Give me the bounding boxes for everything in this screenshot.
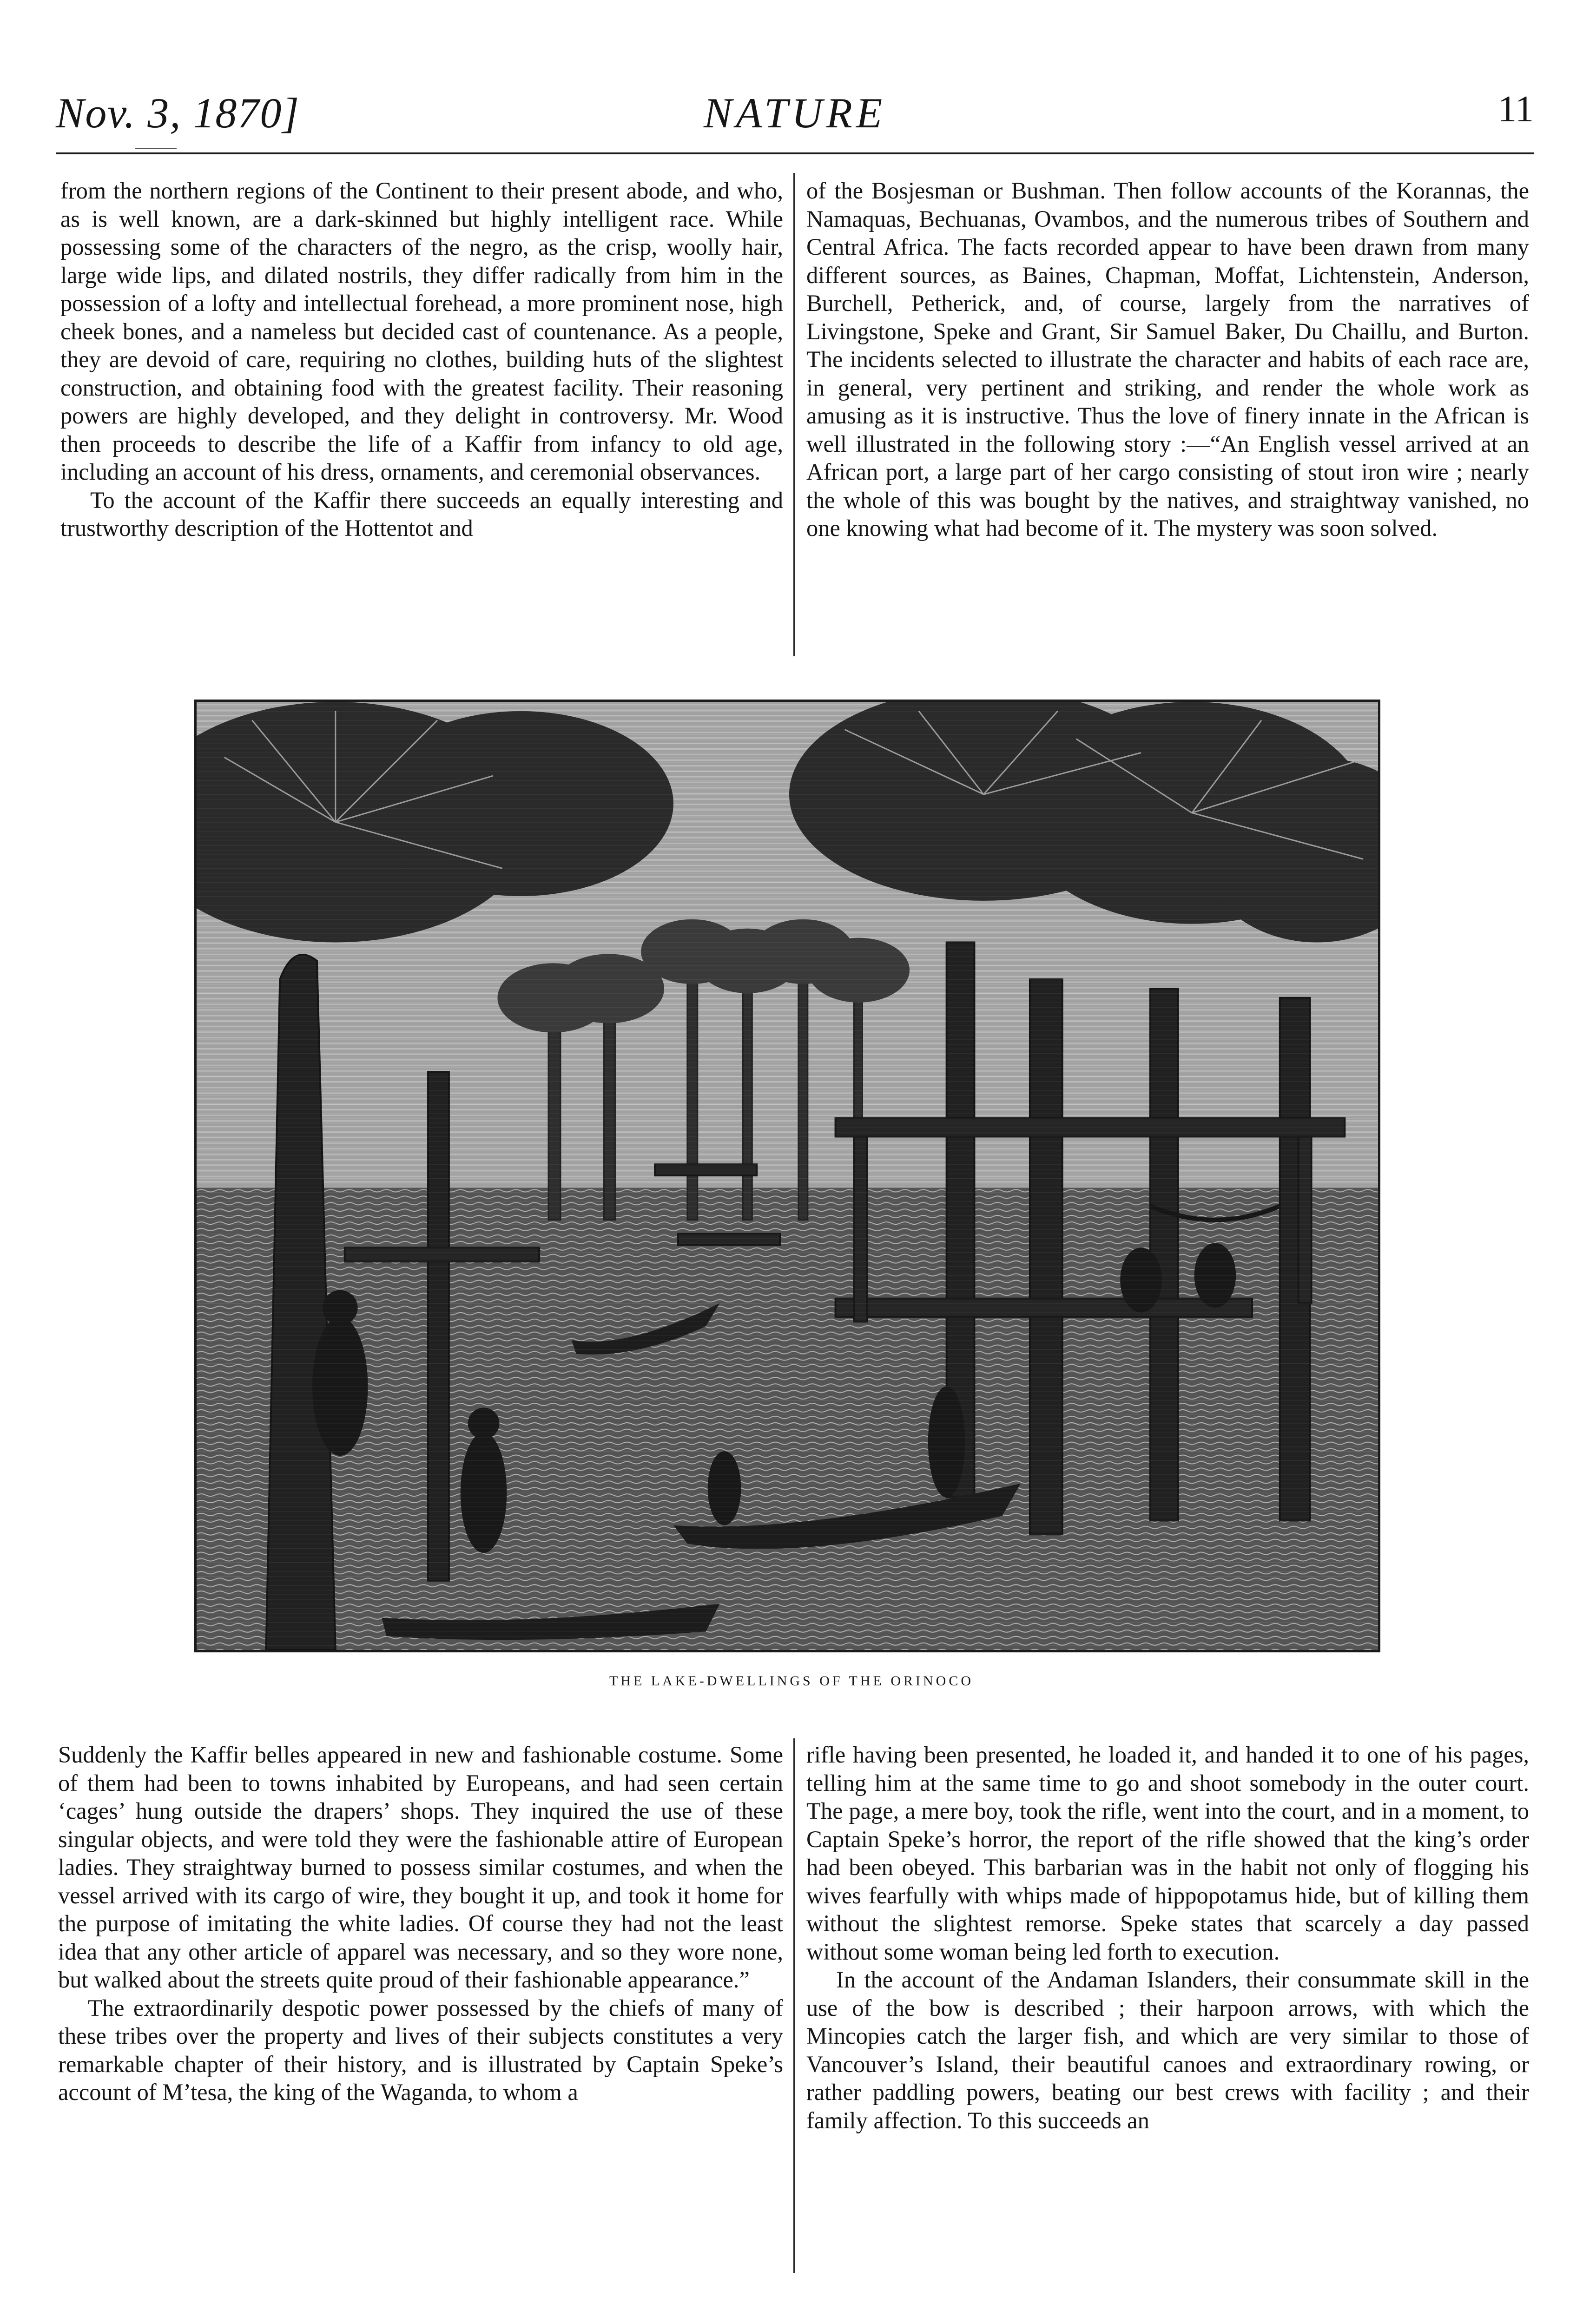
header-ornament-rule	[135, 148, 177, 149]
paragraph: To the account of the Kaffir there succeeds an equally interesting and trustworthy description of the Hottentot and	[60, 487, 783, 541]
text-column-top-left	[60, 177, 783, 542]
running-head	[56, 88, 1534, 144]
column-divider-top	[793, 173, 795, 656]
text-column-top-right	[806, 177, 1529, 542]
paragraph: from the northern regions of the Continent to their present abode, and who, as is well known, are a dark-skinned but highly intelligent race. While possessing some of the characters of the negro, as the crisp, woolly hair, large wide lips, and dilated nostrils, they differ radically from him in the possession of a lofty and intellectual forehead, a more prominent nose, high cheek bones, and a nameless but decided cast of countenance. As a people, they are devoid of care, requiring no clothes, building huts of the slightest construction, and obtaining food with the greatest facility. Their reasoning powers are highly developed, and they delight in controversy. Mr. Wood then proceeds to describe the life of a Kaffir from infancy to old age, including an account of his dress, ornaments, and ceremonial observances.	[60, 178, 783, 485]
text-column-bottom-left	[58, 1741, 783, 2106]
issue-date: Nov. 3, 1870]	[56, 89, 300, 137]
paragraph: Suddenly the Kaffir belles appeared in new and fashionable costume. Some of them had been to towns inhabited by Europeans, and had seen certain ‘cages’ hung outside the drapers’ shops. They inquired the use of these singular objects, and were told they were the fashionable attire of European ladies. They straightway burned to possess similar costumes, and when the vessel arrived with its cargo of wire, they bought it up, and took it home for the purpose of imitating the white ladies. Of course they had not the least idea that any other article of apparel was necessary, and so they wore none, but walked about the streets quite proud of their fashionable appearance.”	[58, 1742, 783, 1993]
paragraph: The extraordinarily despotic power possessed by the chiefs of many of these tribes over the property and lives of their subjects constitutes a very remarkable chapter of their history, and is illustrated by Captain Speke’s account of M’tesa, the king of the Waganda, to whom a	[58, 1994, 783, 2105]
column-divider-bottom	[793, 1738, 795, 2273]
paragraph: In the account of the Andaman Islanders, their consummate skill in the use of the bow is described ; their harpoon arrows, with which the Mincopies catch the larger fish, and which are very similar to those of Vancouver’s Island, their beautiful canoes and extraordinary rowing, or rather paddling powers, beating our best crews with facility ; and their family affection. To this succeeds an	[806, 1967, 1529, 2133]
header-rule	[56, 152, 1534, 154]
journal-title: NATURE	[703, 89, 886, 137]
paragraph: rifle having been presented, he loaded it, and handed it to one of his pages, telling him at the same time to go and shoot somebody in the outer court. The page, a mere boy, took the rifle, went into the court, and in a moment, to Captain Speke’s horror, the report of the rifle showed that the king’s order had been obeyed. This barbarian was in the habit not only of flogging his wives fearfully with whips made of hippopotamus hide, but of killing them without the slightest remorse. Speke states that scarcely a day passed without some woman being led forth to execution.	[806, 1742, 1529, 1965]
paragraph: of the Bosjesman or Bushman. Then follow accounts of the Korannas, the Namaquas, Bechuanas, Ovambos, and the numerous tribes of Southern and Central Africa. The facts recorded appear to have been drawn from many different sources, as Baines, Chapman, Moffat, Lichtenstein, Anderson, Burchell, Petherick, and, of course, largely from the narratives of Livingstone, Speke and Grant, Sir Samuel Baker, Du Chaillu, and Burton. The incidents selected to illustrate the character and habits of each race are, in general, very pertinent and striking, and render the whole work as amusing as it is instructive. Thus the love of finery innate in the African is well illustrated in the following story :—“An English vessel arrived at an African port, a large part of her cargo consisting of stout iron wire ; nearly the whole of this was bought by the natives, and straightway vanished, no one knowing what had become of it. The mystery was soon solved.	[806, 178, 1529, 541]
lake-dwellings-engraving	[194, 700, 1380, 1652]
text-column-bottom-right	[806, 1741, 1529, 2134]
figure-caption: THE LAKE-DWELLINGS OF THE ORINOCO	[609, 1673, 974, 1689]
page-number: 11	[1497, 89, 1534, 130]
engraving-illustration	[197, 702, 1378, 1650]
